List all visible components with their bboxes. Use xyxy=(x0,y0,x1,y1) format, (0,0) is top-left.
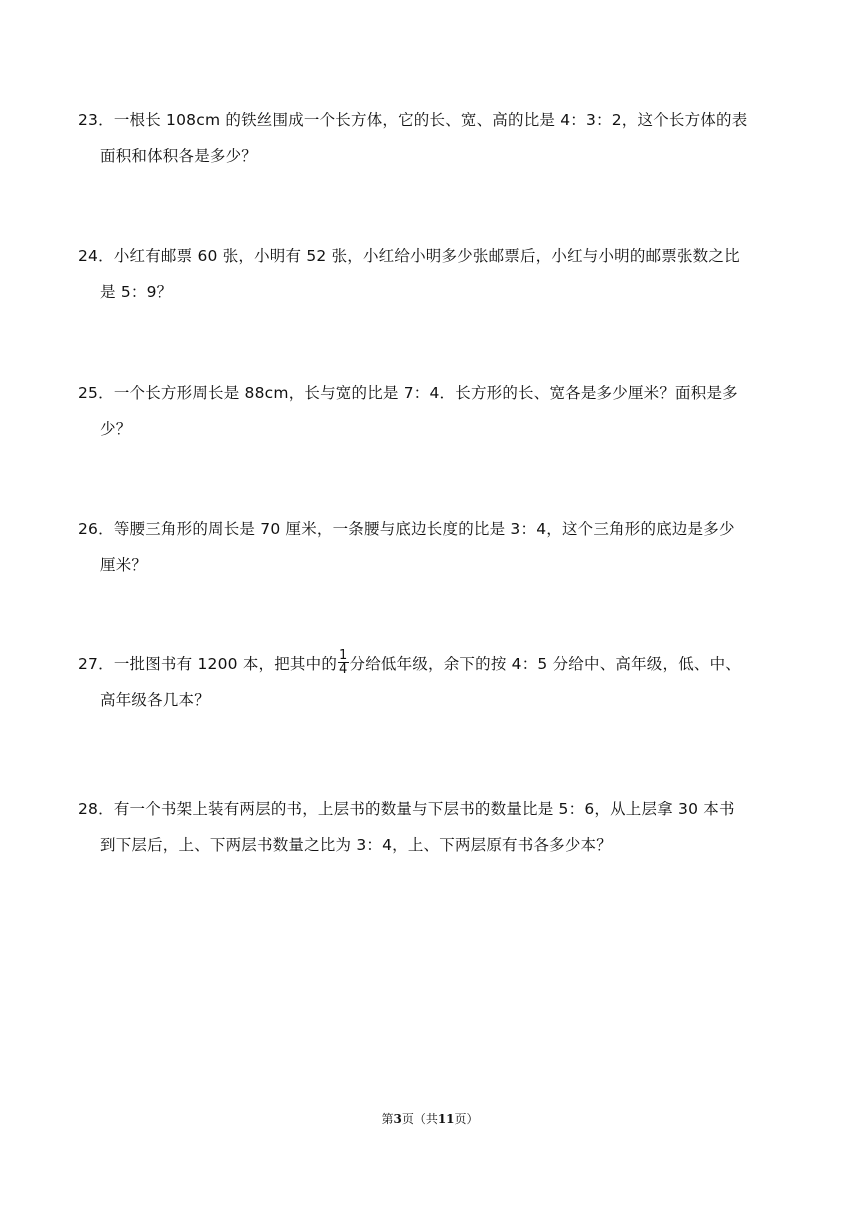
question-number: 26． xyxy=(78,520,114,538)
question-line xyxy=(78,646,784,682)
question-line-continued: 面积和体积各是多少？ xyxy=(100,147,258,165)
question-line-continued: 厘米？ xyxy=(100,556,148,574)
question-text: 一个长方形周长是 88cm，长与宽的比是 7：4．长方形的长、宽各是多少厘米？面积是多 xyxy=(113,384,738,402)
question-text: 小红有邮票 60 张，小明有 52 张，小红给小明多少张邮票后，小红与小明的邮票张数之比 xyxy=(113,247,740,265)
question-line-continued: 是 5：9？ xyxy=(100,283,173,301)
question-line-continued: 少？ xyxy=(100,420,132,438)
page-footer xyxy=(0,1110,860,1127)
footer-page-number: 3 xyxy=(393,1112,402,1126)
question-23 xyxy=(78,102,784,174)
question-number: 27． xyxy=(78,655,114,673)
question-line xyxy=(78,375,784,411)
question-26 xyxy=(78,511,784,583)
question-line xyxy=(78,102,784,138)
question-line xyxy=(78,238,784,274)
question-number: 23． xyxy=(78,111,114,129)
question-number: 24． xyxy=(78,247,114,265)
question-number: 28． xyxy=(78,800,114,818)
question-line-continued: 高年级各几本？ xyxy=(100,691,210,709)
question-text: 等腰三角形的周长是 70 厘米，一条腰与底边长度的比是 3：4，这个三角形的底边是多少 xyxy=(113,520,735,538)
question-line-continued: 到下层后，上、下两层书数量之比为 3：4，上、下两层原有书各多少本？ xyxy=(100,836,612,854)
question-number: 25． xyxy=(78,384,114,402)
question-27 xyxy=(78,646,784,718)
question-line xyxy=(78,511,784,547)
footer-total-pages: 11 xyxy=(437,1112,455,1126)
question-text-before-fraction: 一批图书有 1200 本，把其中的 xyxy=(113,655,338,673)
footer-suffix: 页） xyxy=(454,1112,479,1126)
question-24 xyxy=(78,238,784,310)
fraction xyxy=(338,649,348,676)
question-25 xyxy=(78,375,784,447)
question-text: 有一个书架上装有两层的书，上层书的数量与下层书的数量比是 5：6，从上层拿 30 本书 xyxy=(113,800,735,818)
question-line xyxy=(78,791,784,827)
fraction-numerator: 1 xyxy=(339,648,348,663)
footer-middle: 页（共 xyxy=(401,1112,438,1126)
footer-prefix: 第 xyxy=(381,1112,394,1126)
question-text: 一根长 108cm 的铁丝围成一个长方体，它的长、宽、高的比是 4：3：2，这个长方体的表 xyxy=(113,111,748,129)
question-28 xyxy=(78,791,784,863)
fraction-denominator: 4 xyxy=(339,662,348,677)
question-text-after-fraction: 分给低年级，余下的按 4：5 分给中、高年级，低、中、 xyxy=(349,655,741,673)
